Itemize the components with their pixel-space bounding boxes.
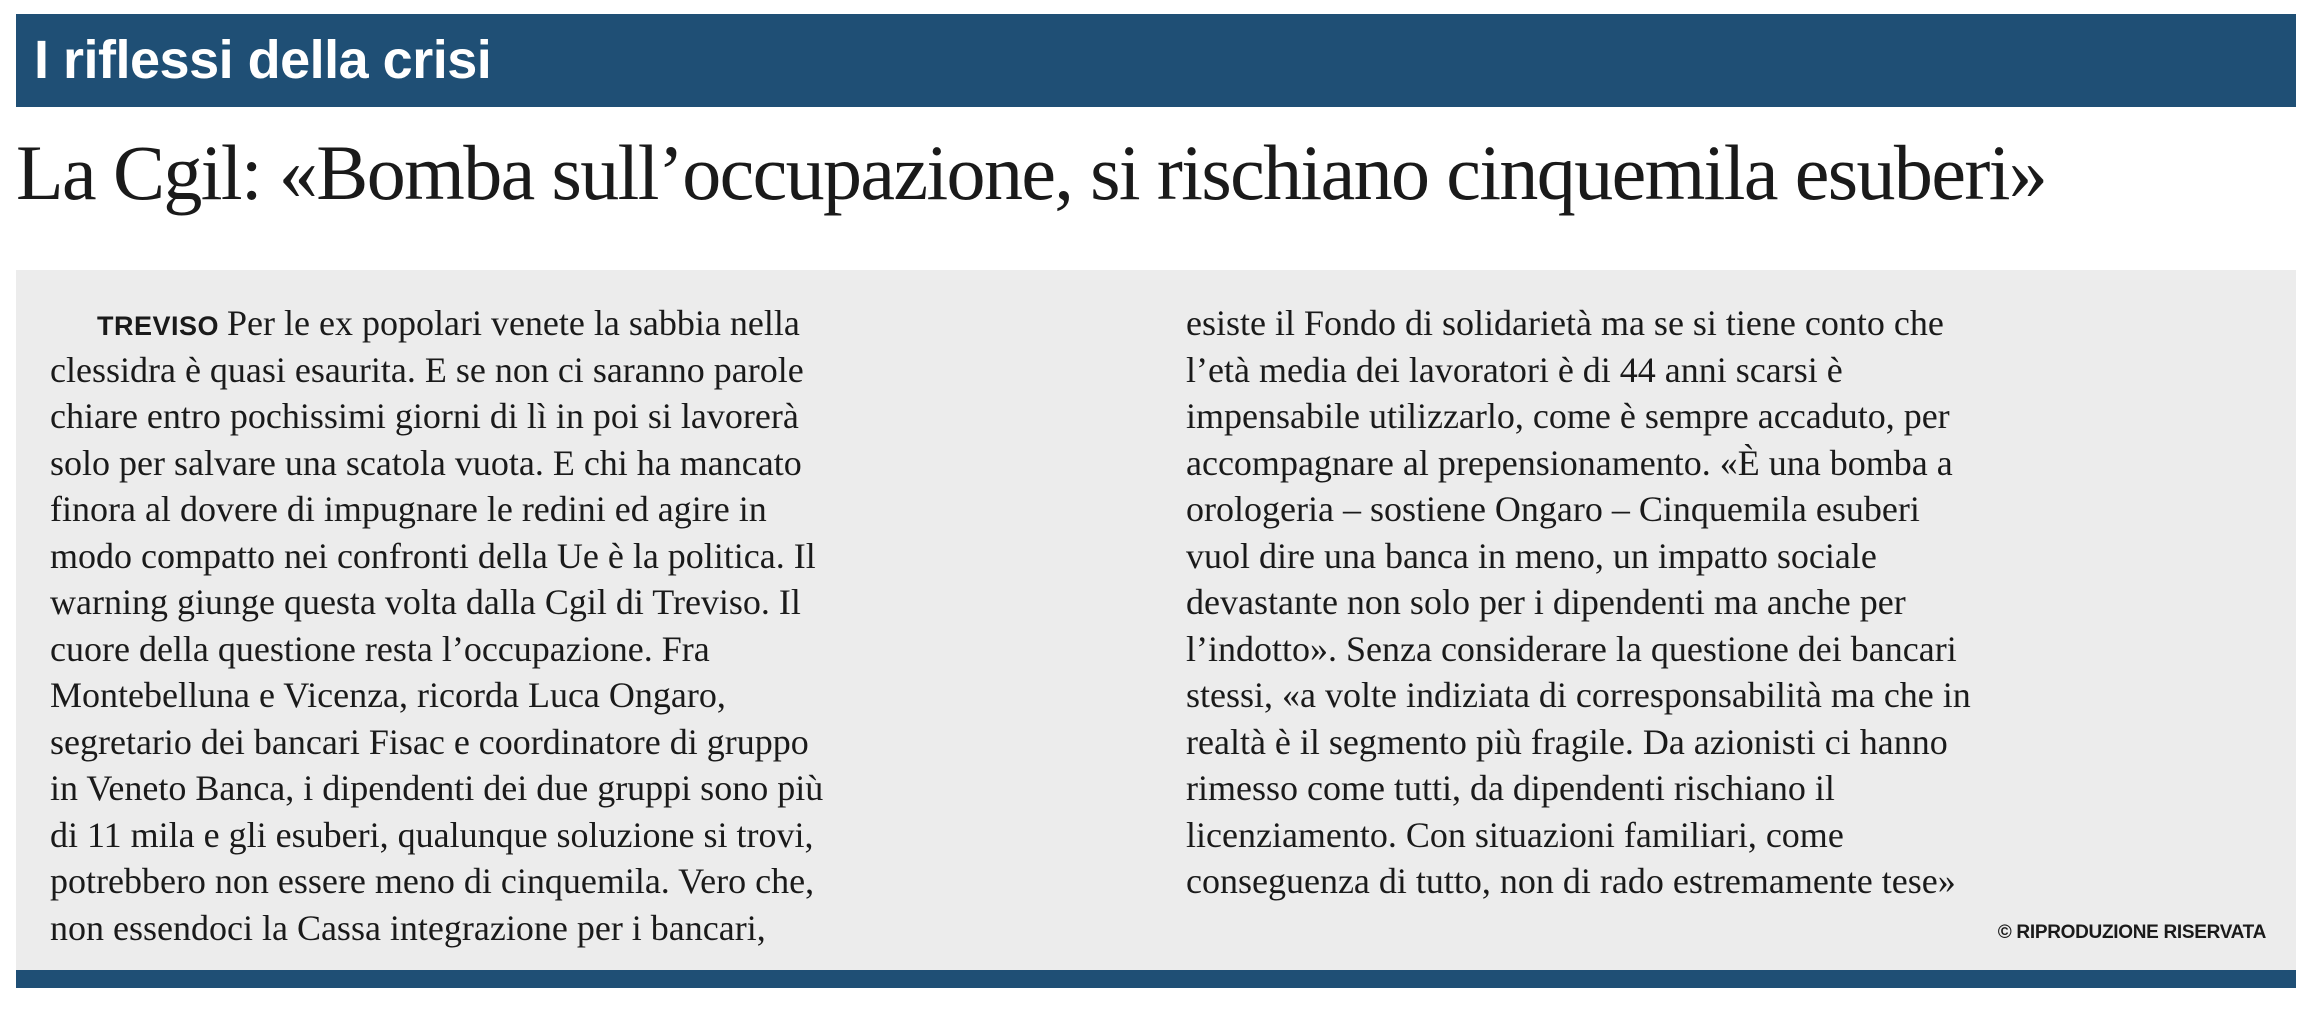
article-line: segretario dei bancari Fisac e coordinatore di gruppo — [50, 721, 809, 762]
article-line: Montebelluna e Vicenza, ricorda Luca Ongaro, — [50, 675, 726, 715]
article-column-left — [50, 300, 823, 951]
article-line: l’indotto». Senza considerare la questione dei bancari — [1186, 628, 1957, 669]
article-line: modo compatto nei confronti della Ue è la politica. Il — [50, 535, 816, 576]
article-line: conseguenza di tutto, non di rado estremamente tese» — [1186, 861, 1956, 901]
bottom-rule — [16, 970, 2296, 988]
article-line: l’età media dei lavoratori è di 44 anni scarsi è — [1186, 349, 1843, 390]
article-line: non essendoci la Cassa integrazione per i bancari, — [50, 907, 766, 948]
article-line: clessidra è quasi esaurita. E se non ci saranno parole — [50, 349, 804, 390]
copyright-notice: © RIPRODUZIONE RISERVATA — [1997, 922, 2266, 943]
article-line: devastante non solo per i dipendenti ma anche per — [1186, 582, 1906, 622]
article-line: impensabile utilizzarlo, come è sempre accaduto, per — [1186, 396, 1950, 436]
headline: La Cgil: «Bomba sull’occupazione, si rischiano cinquemila esuberi» — [16, 129, 2047, 216]
article-line: in Veneto Banca, i dipendenti dei due gruppi sono più — [50, 768, 824, 808]
article-line: stessi, «a volte indiziata di corresponsabilità ma che in — [1186, 675, 1971, 715]
article-line: rimesso come tutti, da dipendenti rischiano il — [1186, 768, 1835, 808]
article-line — [50, 300, 823, 347]
article-line: realtà è il segmento più fragile. Da azionisti ci hanno — [1186, 721, 1948, 762]
article-line: licenziamento. Con situazioni familiari, come — [1186, 814, 1844, 855]
article-column-right — [1186, 300, 1971, 905]
article-line: chiare entro pochissimi giorni di lì in poi si lavorerà — [50, 396, 799, 436]
article-line: solo per salvare una scatola vuota. E chi ha mancato — [50, 442, 802, 483]
section-label: I riflessi della crisi — [34, 30, 492, 90]
article-line: finora al dovere di impugnare le redini ed agire in — [50, 489, 767, 529]
dateline: TREVISO — [97, 311, 220, 341]
article-line: esiste il Fondo di solidarietà ma se si tiene conto che — [1186, 303, 1944, 343]
article-line: vuol dire una banca in meno, un impatto sociale — [1186, 535, 1877, 576]
article-line: accompagnare al prepensionamento. «È una bomba a — [1186, 442, 1953, 483]
article-line: cuore della questione resta l’occupazione. Fra — [50, 628, 710, 669]
article-line: orologeria – sostiene Ongaro – Cinquemila esuberi — [1186, 489, 1920, 529]
article-line-text: Per le ex popolari venete la sabbia nella — [227, 303, 800, 343]
article-line: warning giunge questa volta dalla Cgil di Treviso. Il — [50, 582, 801, 622]
article-line: di 11 mila e gli esuberi, qualunque soluzione si trovi, — [50, 814, 814, 855]
article-line: potrebbero non essere meno di cinquemila. Vero che, — [50, 861, 815, 901]
